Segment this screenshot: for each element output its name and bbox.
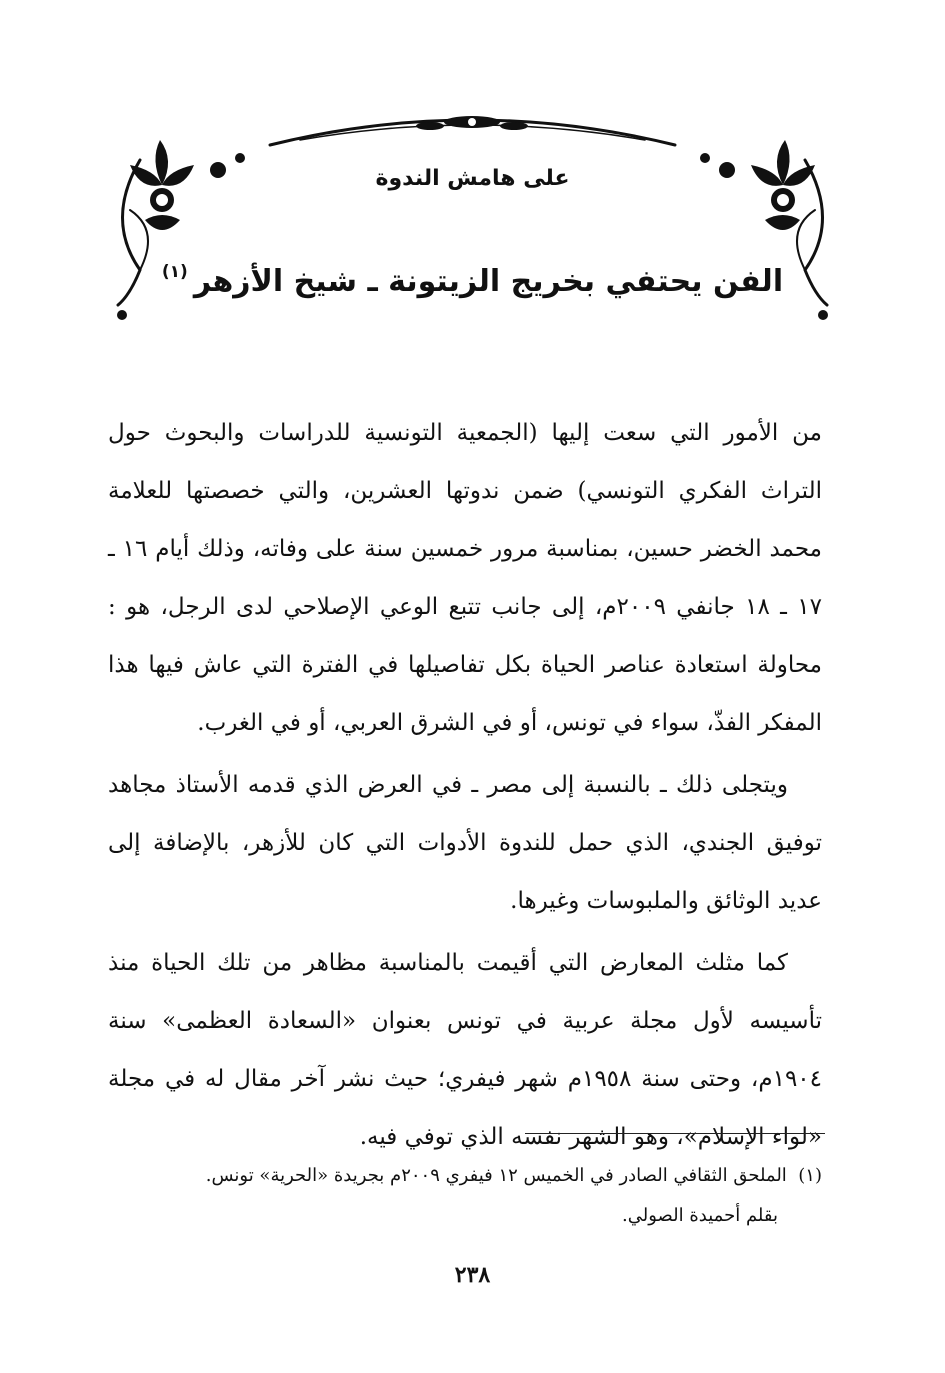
article-title (0, 262, 945, 299)
series-title: على هامش الندوة (375, 166, 570, 191)
footnote-line-2: بقلم أحميدة الصولي. (622, 1205, 778, 1226)
footnote-marker: (١) (161, 262, 188, 282)
article-title-text: الفن يحتفي بخريج الزيتونة ـ شيخ الأزهر (193, 264, 784, 299)
article-body (108, 404, 822, 1170)
page-number: ٢٣٨ (454, 1262, 491, 1288)
footnote (108, 1156, 822, 1236)
paragraph-2: ويتجلى ذلك ـ بالنسبة إلى مصر ـ في العرض الذي قدمه الأستاذ مجاهد توفيق الجندي، الذي حمل للندوة الأدوات التي كان للأزهر، بالإضافة إلى عديد الوثائق والملبوسات وغيرها. (108, 772, 822, 914)
footnote-divider (525, 1133, 825, 1134)
footnote-number: (١) (798, 1165, 822, 1186)
footnote-line-1 (108, 1156, 822, 1196)
footnote-text: الملحق الثقافي الصادر في الخميس ١٢ فيفري ٢٠٠٩م بجريدة «الحرية» تونس. (205, 1165, 787, 1186)
paragraph-3: كما مثلث المعارض التي أقيمت بالمناسبة مظاهر من تلك الحياة منذ تأسيسه لأول مجلة عربية في تونس بعنوان «السعادة العظمى» سنة ١٩٠٤م، وحتى سنة ١٩٥٨م شهر فيفري؛ حيث نشر آخر مقال له في مجلة «لواء الإسلام»، وهو الشهر نفسه الذي توفي فيه. (108, 950, 823, 1150)
paragraph-1: من الأمور التي سعت إليها (الجمعية التونسية للدراسات والبحوث حول التراث الفكري التونسي) ضمن ندوتها العشرين، والتي خصصتها للعلامة محمد الخضر حسين، بمناسبة مرور خمسين سنة على وفاته، وذلك أيام ١٦ ـ ١٧ ـ ١٨ جانفي ٢٠٠٩م، إلى جانب تتبع الوعي الإصلاحي لدى الرجل، هو : محاولة استعادة عناصر الحياة بكل تفاصيلها في الفترة التي عاش فيها هذا المفكر الفذّ، سواء في تونس، أو في الشرق العربي، أو في الغرب. (108, 420, 822, 736)
